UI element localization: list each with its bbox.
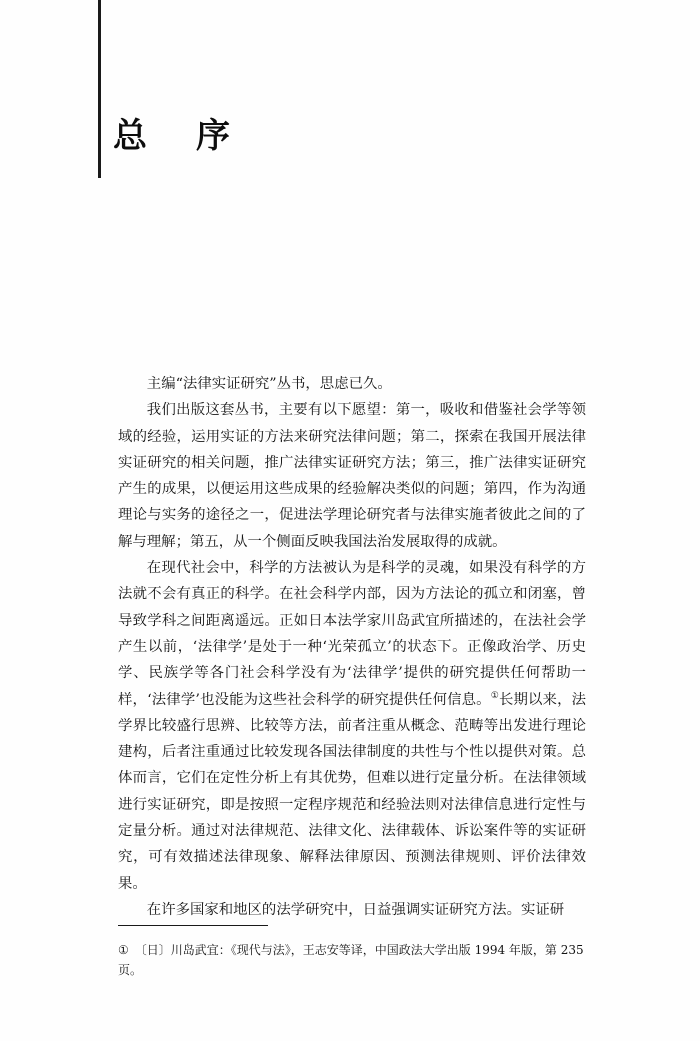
- paragraph-3-continued: 长期以来，法学界比较盛行思辨、比较等方法，前者注重从概念、范畴等出发进行理论建构，后者注重通过比较发现各国法律制度的共性与个性以提供对策。总体而言，它们在定性分析上有其优势，但难以进行定量分析。在法律领域进行实证研究，即是按照一定程序规范和经验法则对法律信息进行定性与定量分析。通过对法律规范、法律文化、法律载体、诉讼案件等的实证研究，可有效描述法律现象、解释法律原因、预测法律规则、评价法律效果。: [118, 691, 586, 892]
- body-text: [118, 371, 586, 923]
- paragraph-4: 在许多国家和地区的法学研究中，日益强调实证研究方法。实证研: [146, 901, 565, 918]
- paragraph-3: [118, 555, 586, 897]
- footnote: [118, 940, 588, 980]
- title-vertical-rule: [98, 0, 101, 178]
- footnote-reference: ①: [490, 690, 499, 701]
- page-title: 总 序: [113, 116, 238, 156]
- paragraph-2: 我们出版这套丛书，主要有以下愿望：第一，吸收和借鉴社会学等领域的经验，运用实证的方法来研究法律问题；第二，探索在我国开展法律实证研究的相关问题，推广法律实证研究方法；第三，推广法律实证研究产生的成果，以便运用这些成果的经验解决类似的问题；第四，作为沟通理论与实务的途径之一，促进法学理论研究者与法律实施者彼此之间的了解与理解；第五，从一个侧面反映我国法治发展取得的成就。: [118, 402, 586, 550]
- paragraph-1: 主编“法律实证研究”丛书，思虑已久。: [146, 376, 392, 392]
- footnote-text: 〔日〕川岛武宜：《现代与法》，王志安等译，中国政法大学出版 1994 年版，第 235 页。: [118, 943, 584, 977]
- paragraph-3-text: 在现代社会中，科学的方法被认为是科学的灵魂，如果没有科学的方法就不会有真正的科学。在社会科学内部，因为方法论的孤立和闭塞，曾导致学科之间距离遥远。正如日本法学家川岛武宜所描述的，在法社会学产生以前，‘法律学’是处于一种‘光荣孤立’的状态下。正像政治学、历史学、民族学等各门社会科学没有为‘法律学’提供的研究提供任何帮助一样，‘法律学’也没能为这些社会科学的研究提供任何信息。: [118, 560, 586, 708]
- footnote-mark: ①: [118, 943, 129, 957]
- footnote-divider: [118, 925, 268, 926]
